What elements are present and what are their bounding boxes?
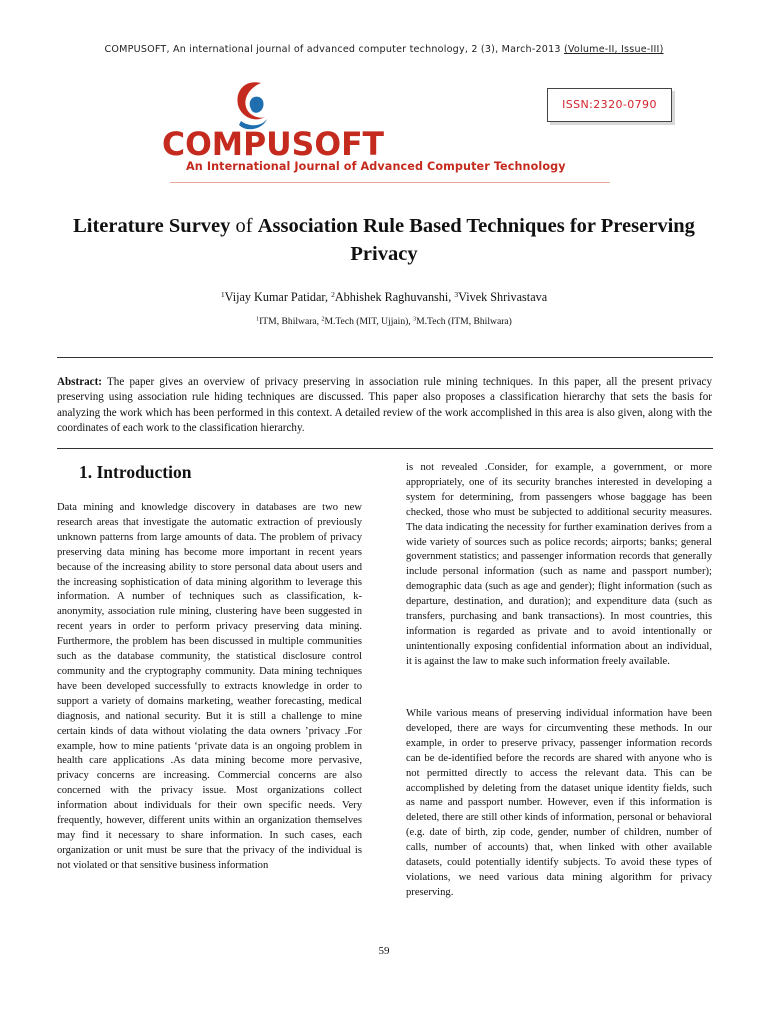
affiliation-list (0, 316, 768, 327)
author-list (0, 290, 768, 305)
title-part-3: Association Rule Based Techniques for Preserving Privacy (257, 215, 695, 265)
issn-box (547, 88, 672, 122)
logo-divider (170, 182, 610, 183)
intro-right-paragraph-2: While various means of preserving individual information have been developed, there are ways for circumventing these methods. In our example, in order to preserve privacy, passenger information records can be de-identified before the records are shared with anyone who is not permitted directly to access the relevant data. This can be accomplished by deleting from the dataset unique identity fields, such as name and passport number. However, even if this information is deleted, there are still other kinds of information, personal or behavioral (e.g. date of birth, zip code, gender, number of children, number of calls, number of accounts) that, when linked with other available datasets, could potentially identify subjects. To avoid these types of violations, we need various data mining algorithm for privacy preserving. (406, 708, 712, 898)
paper-title (60, 212, 708, 268)
author-1-sup: 1 (220, 289, 225, 299)
volume-issue: (Volume-II, Issue-III) (563, 44, 664, 55)
author-2-sup: 2 (331, 289, 335, 299)
affil-1-text: ITM, Bhilwara, (259, 316, 322, 327)
affil-3-text: M.Tech (ITM, Bhilwara) (416, 316, 512, 327)
author-2-name: Abhishek Raghuvanshi, (334, 290, 455, 304)
issn-text: ISSN:2320-0790 (562, 98, 657, 111)
affil-2-text: M.Tech (MIT, Ujjain), (324, 316, 414, 327)
intro-right-paragraph-1: is not revealed .Consider, for example, a government, or more appropriately, one of its security branches interested in developing a system for determining, from passengers whose baggage has been checked, those who must be subjected to additional security measures. The data indicating the necessity for further examination derives from a wide variety of sources such as police records; airports; banks; general government statistics; and passenger information records that generally include personal information (such as name and passport number); demographic data (such as age and gender); flight information (such as departure, destination, and duration); and expenditure data (such as transfers, purchasing and bank transactions). In most countries, this information is regarded as private and to avoid intentionally or unintentionally exposing confidential information about an individual, it is against the law to make such information freely available. (406, 462, 712, 667)
page-number: 59 (378, 945, 390, 957)
title-part-2: of (230, 215, 258, 237)
author-1-name: Vijay Kumar Patidar, (224, 290, 332, 304)
title-part-1: Literature Survey (73, 215, 231, 237)
journal-tagline: An International Journal of Advanced Computer Technology (186, 160, 566, 173)
abstract-text: The paper gives an overview of privacy preserving in association rule mining techniques. In this paper, all the present privacy preserving using association rule hiding techniques are discussed. This paper also proposes a classification hierarchy that sets the basis for analyzing the work which has been performed in this context. A detailed review of the work accomplished in this area is also given, along with the coordinates of each work to the classification hierarchy. (57, 376, 712, 434)
journal-header (0, 44, 768, 55)
intro-left-column: Data mining and knowledge discovery in databases are two new research areas that investigate the automatic extraction of previously unknown patterns from large amounts of data. The problem of privacy preserving data mining has become more important in recent years because of the increasing ability to store personal data about users and the increasing sophistication of data mining algorithm to leverage this information. A number of techniques such as classification, k-anonymity, association rule mining, clustering have been suggested in recent years in order to perform privacy preserving data mining. Furthermore, the problem has been discussed in multiple communities such as the database community, the statistical disclosure control community and the cryptography community. Data mining techniques have been developed successfully to extracts knowledge in order to support a variety of domains marketing, weather forecasting, medical diagnosis, and national security. But it is still a challenge to mine certain kinds of data without violating the data owners ’privacy .For example, how to mine patients ‘private data is an ongoing problem in health care applications .As data mining become more pervasive, privacy concerns are increasing. Commercial concerns are also concerned with the privacy issue. Most organizations collect information about individuals for their own specific needs. Very frequently, however, different units within an organization themselves may find it necessary to share information. In such cases, each organization or unit must be sure that the privacy of the individual is not violated or that sensitive business information (57, 502, 362, 871)
abstract (57, 375, 712, 436)
section-heading-introduction: 1. Introduction (79, 462, 192, 482)
author-3-sup: 3 (454, 289, 459, 299)
affil-3-sup: 3 (413, 316, 417, 323)
author-3-name: Vivek Shrivastava (458, 290, 548, 304)
svg-text:COMPUSOFT: COMPUSOFT (162, 125, 384, 159)
affil-1-sup: 1 (256, 316, 260, 323)
abstract-top-rule (57, 357, 713, 358)
journal-line: COMPUSOFT, An international journal of advanced computer technology, 2 (3), March-2013 (104, 44, 564, 55)
compusoft-wordmark (162, 125, 384, 159)
abstract-bottom-rule (57, 448, 713, 449)
abstract-label: Abstract: (57, 376, 102, 388)
affil-2-sup: 2 (321, 316, 325, 323)
